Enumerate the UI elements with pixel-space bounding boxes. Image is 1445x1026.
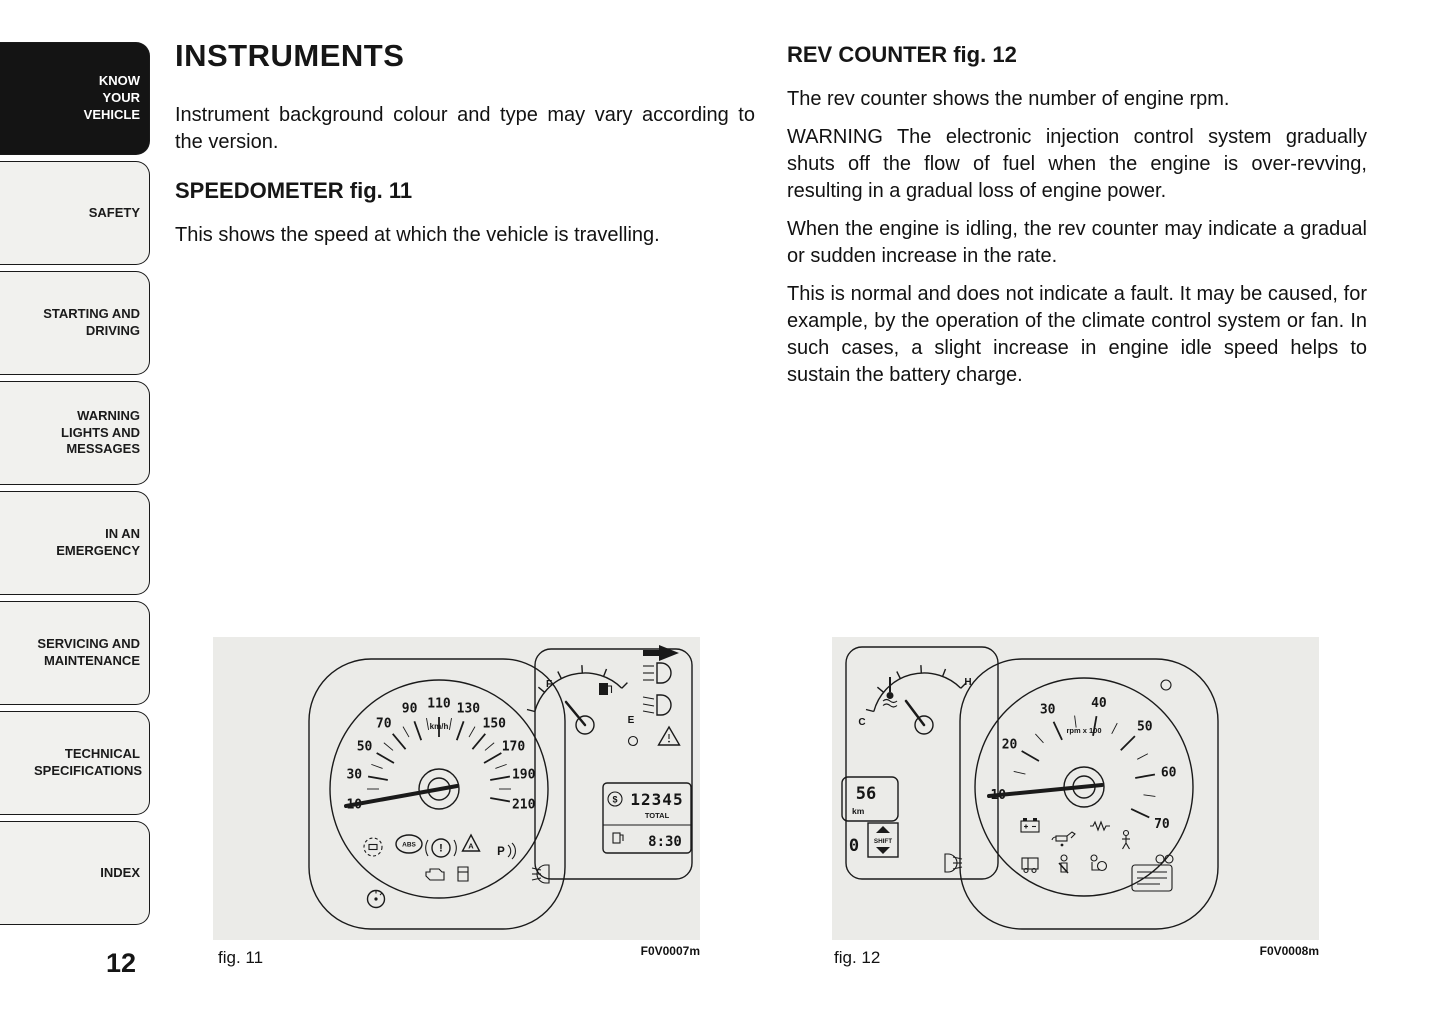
- sidebar-tab-label: SERVICING AND MAINTENANCE: [37, 636, 140, 668]
- svg-text:190: 190: [511, 767, 536, 783]
- fuel-gauge: [527, 665, 635, 734]
- fuel-needle: [566, 702, 585, 725]
- hazard-warning-icon: [659, 727, 680, 745]
- shift-label: SHIFT: [873, 838, 893, 845]
- parking-sensor-icon: [497, 843, 515, 859]
- shift-down-arrow-icon: [876, 847, 890, 854]
- rev-counter-paragraph: The rev counter shows the number of engine rpm.: [787, 88, 1230, 110]
- engine-oil-icon: [1052, 832, 1075, 846]
- svg-text:150: 150: [482, 716, 507, 732]
- svg-text:110: 110: [427, 696, 451, 712]
- sidebar-tab-know-your-vehicle[interactable]: [0, 42, 150, 155]
- engine-warning-icon: [426, 869, 444, 880]
- fuel-full-label: F: [545, 679, 553, 690]
- temp-cold-label: C: [858, 717, 866, 728]
- rev-unit-label: rpm x 100: [1066, 726, 1102, 735]
- svg-text:210: 210: [511, 797, 536, 813]
- coolant-temperature-gauge: [858, 665, 971, 734]
- front-fog-light-icon: [532, 865, 549, 883]
- sidebar-tab-index[interactable]: [0, 821, 150, 925]
- arrow-indicator-icon: [643, 645, 679, 661]
- speedometer-dial: [346, 697, 535, 813]
- page-title: INSTRUMENTS: [175, 38, 405, 73]
- esc-icon: [364, 838, 382, 856]
- instruments-section: [175, 38, 755, 260]
- trip-distance-value: 56: [855, 784, 877, 804]
- sidebar-tab-technical-specifications[interactable]: [0, 711, 150, 815]
- door-open-icon: [458, 867, 468, 881]
- instruments-intro-paragraph: Instrument background colour and type may vary according to the version.: [175, 104, 755, 153]
- sidebar-tab-label: IN AN EMERGENCY: [56, 526, 140, 558]
- shift-up-arrow-icon: [876, 826, 890, 833]
- sidebar-tab-label: WARNING LIGHTS AND MESSAGES: [61, 407, 140, 457]
- svg-text:P: P: [497, 846, 505, 858]
- svg-text:70: 70: [375, 716, 392, 732]
- sidebar-tab-label: TECHNICAL SPECIFICATIONS: [34, 746, 143, 778]
- trip-distance-unit: km: [852, 806, 865, 816]
- figure-11-code: F0V0007m: [640, 944, 700, 958]
- abs-icon: [396, 835, 422, 853]
- sidebar-tab-label: SAFETY: [88, 204, 140, 220]
- rev-counter-paragraph: When the engine is idling, the rev counter may indicate a gradual or sudden increase in the rate.: [787, 218, 1367, 267]
- rev-counter-warning-paragraph: WARNING The electronic injection control system gradually shuts off the flow of fuel when the engine is over-revving, resulting in a gradual loss of engine power.: [787, 126, 1367, 202]
- svg-text:130: 130: [456, 701, 481, 717]
- svg-text:50: 50: [1136, 719, 1153, 735]
- rev-counter-paragraph: This is normal and does not indicate a fault. It may be caused, for example, by the operation of the climate control system or fan. In such cases, a slight increase in engine idle speed helps to sustain the battery charge.: [787, 283, 1367, 386]
- brake-warning-icon: [426, 839, 457, 857]
- page-number: 12: [106, 948, 137, 978]
- speed-unit-label: km/h: [429, 722, 449, 731]
- rings-icon: [1156, 855, 1173, 863]
- rev-counter-cluster-illustration: [832, 637, 1319, 940]
- svg-text:170: 170: [501, 739, 526, 755]
- rev-counter-heading: REV COUNTER fig. 12: [787, 42, 1017, 67]
- airbag-warning-icon: [1091, 855, 1107, 871]
- temp-hot-label: H: [964, 677, 972, 688]
- svg-text:$: $: [612, 794, 618, 805]
- low-beam-icon: [643, 695, 671, 715]
- speedometer-needle: [346, 786, 457, 806]
- speedometer-paragraph: This shows the speed at which the vehicle is travelling.: [175, 224, 660, 246]
- sidebar-tab-starting-and-driving[interactable]: [0, 271, 150, 375]
- speedometer-cluster-illustration: [213, 637, 700, 940]
- passenger-icon: [1122, 831, 1130, 850]
- svg-text:30: 30: [1039, 702, 1056, 718]
- figure-11-caption: fig. 11: [218, 948, 264, 967]
- figure-12-caption: fig. 12: [834, 948, 881, 967]
- speed-limiter-icon: [368, 891, 385, 908]
- sidebar-tab-label: INDEX: [100, 864, 140, 880]
- glow-plug-icon: [1090, 822, 1110, 830]
- fuel-pump-icon: [613, 833, 623, 843]
- svg-text:90: 90: [401, 701, 418, 717]
- clock-value: 8:30: [648, 834, 682, 850]
- gear-value: 0: [848, 836, 860, 856]
- sidebar-tab-label: STARTING AND DRIVING: [43, 306, 140, 338]
- svg-text:40: 40: [1091, 695, 1107, 711]
- high-beam-icon: [643, 663, 671, 683]
- svg-text:ABS: ABS: [402, 841, 416, 849]
- seatbelt-reminder-icon: [1059, 855, 1068, 873]
- speedometer-heading: SPEEDOMETER fig. 11: [175, 178, 413, 203]
- fuel-pump-icon: [599, 683, 612, 695]
- indicator-lamp-icon: [629, 737, 638, 746]
- svg-text:60: 60: [1160, 765, 1177, 781]
- van-icon: [1022, 858, 1038, 873]
- odometer-value: 12345: [630, 790, 684, 809]
- sidebar-tab-warning-lights-and-messages[interactable]: [0, 381, 150, 485]
- sidebar-navigation: [0, 42, 150, 925]
- svg-text:30: 30: [346, 767, 363, 783]
- svg-text:70: 70: [1154, 816, 1170, 832]
- gearbox-warning-icon: [463, 835, 480, 851]
- gear-shift-indicator: [849, 823, 898, 857]
- sidebar-tab-in-an-emergency[interactable]: [0, 491, 150, 595]
- svg-text:50: 50: [356, 739, 373, 755]
- figure-12-code: F0V0008m: [1259, 944, 1319, 958]
- indicator-lamp-icon: [1161, 680, 1171, 690]
- mini-display-icon: [1132, 855, 1173, 891]
- multifunction-display: [603, 783, 691, 853]
- sidebar-tab-safety[interactable]: [0, 161, 150, 265]
- svg-text:A: A: [468, 841, 474, 851]
- fuel-empty-label: E: [627, 715, 635, 726]
- rev-counter-section: [787, 42, 1367, 400]
- battery-icon: [1021, 818, 1039, 832]
- figure-11-panel: [213, 637, 700, 940]
- odometer-total-label: TOTAL: [644, 811, 670, 820]
- figure-12-panel: [832, 637, 1319, 940]
- svg-text:!: !: [439, 842, 443, 855]
- sidebar-tab-servicing-and-maintenance[interactable]: [0, 601, 150, 705]
- sidebar-tab-label: KNOW YOUR VEHICLE: [83, 73, 140, 122]
- trip-display: [842, 777, 898, 821]
- svg-text:20: 20: [1001, 737, 1018, 753]
- rev-counter-dial: [990, 696, 1176, 832]
